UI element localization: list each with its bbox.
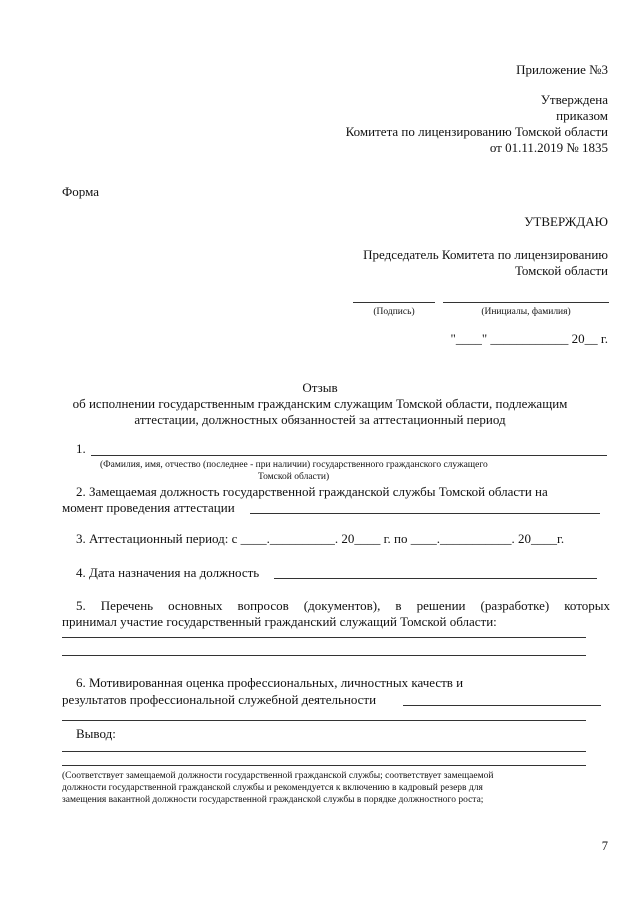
footnote-line2: должности государственной гражданской службы и рекомендуется к включению в кадровый резерв для — [62, 783, 483, 793]
item-5-line2: принимал участие государственный гражданский служащий Томской области: — [62, 614, 497, 629]
document-subtitle-line1: об исполнении государственным гражданским служащим Томской области, подлежащим — [72, 396, 568, 411]
item-5-answer-line1[interactable] — [62, 637, 586, 638]
item-4-label: 4. Дата назначения на должность — [76, 565, 260, 580]
approved-label: Утверждена — [540, 92, 608, 107]
conclusion-line2[interactable] — [62, 765, 586, 766]
form-label: Форма — [62, 184, 99, 199]
item-6-answer-inline[interactable] — [403, 705, 601, 706]
appointment-date-line[interactable] — [274, 578, 597, 579]
item-6-answer-line[interactable] — [62, 720, 586, 721]
approval-title: УТВЕРЖДАЮ — [524, 214, 608, 229]
initials-caption: (Инициалы, фамилия) — [481, 307, 571, 317]
full-name-caption-line1: (Фамилия, имя, отчество (последнее - при наличии) государственного гражданского служащего — [100, 460, 488, 470]
approver-position-line2: Томской области — [514, 263, 608, 278]
item-6-line1: 6. Мотивированная оценка профессиональных, личностных качеств и — [76, 675, 464, 690]
full-name-caption-line2: Томской области) — [258, 472, 330, 482]
footnote-line1: (Соответствует замещаемой должности государственной гражданской службы; соответствует замещаемой — [62, 771, 494, 781]
committee-label: Комитета по лицензированию Томской области — [345, 124, 608, 139]
initials-line[interactable] — [443, 302, 609, 303]
approver-position-line1: Председатель Комитета по лицензированию — [363, 247, 608, 262]
page-number: 7 — [601, 839, 608, 853]
footnote-line3: замещения вакантной должности государственной гражданской службы в порядке должностного роста; — [62, 795, 484, 805]
appendix-label: Приложение №3 — [516, 62, 608, 77]
item-2-line2: момент проведения аттестации — [62, 500, 235, 515]
item-5-line1: 5. Перечень основных вопросов (документов), в решении (разработке) которых — [76, 598, 610, 613]
conclusion-line1[interactable] — [62, 751, 586, 752]
signature-line[interactable] — [353, 302, 435, 303]
item-3-period: 3. Аттестационный период: с ____.__________. 20____ г. по ____.___________. 20____г. — [76, 531, 565, 546]
item-1-number: 1. — [76, 441, 86, 456]
position-line[interactable] — [250, 513, 600, 514]
item-2-line1: 2. Замещаемая должность государственной гражданской службы Томской области на — [76, 484, 548, 499]
document-subtitle-line2: аттестации, должностных обязанностей за аттестационный период — [134, 412, 506, 427]
by-order-label: приказом — [556, 108, 608, 123]
approval-date-line: "____" ____________ 20__ г. — [450, 331, 608, 346]
conclusion-label: Вывод: — [76, 726, 116, 741]
item-6-line2: результатов профессиональной служебной деятельности — [62, 692, 377, 707]
order-date: от 01.11.2019 № 1835 — [489, 140, 608, 155]
signature-caption: (Подпись) — [373, 307, 415, 317]
item-5-answer-line2[interactable] — [62, 655, 586, 656]
document-title: Отзыв — [302, 380, 338, 395]
full-name-line[interactable] — [91, 455, 607, 456]
